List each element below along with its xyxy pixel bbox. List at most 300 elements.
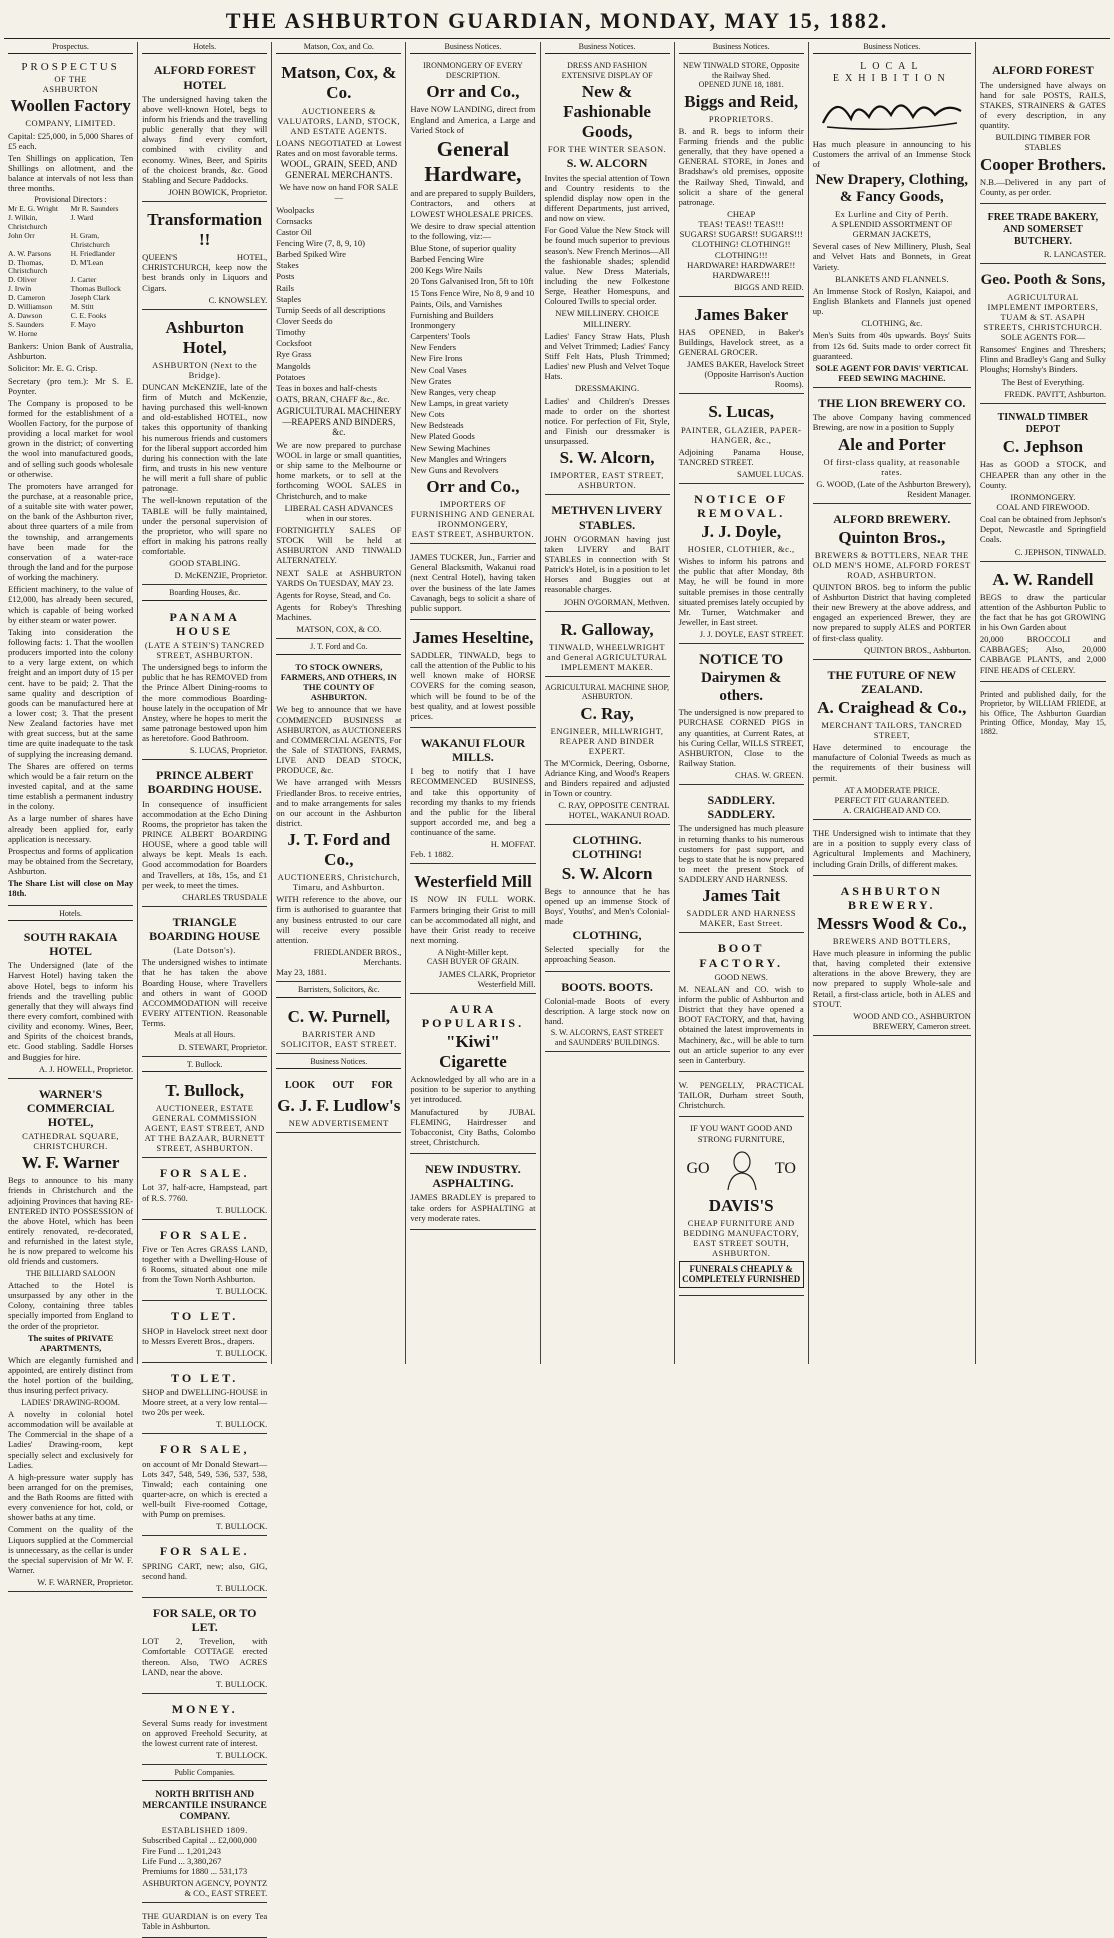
ad-text: HAS OPENED, in Baker's Buildings, Havelock street, as a GENERAL GROCER.	[678, 326, 804, 358]
ad-big-title: "Kiwi" Cigarette	[439, 1032, 507, 1072]
column-5	[541, 42, 675, 1364]
ad-name: W. F. Warner	[21, 1153, 120, 1173]
ad-name: Quinton Bros.,	[838, 527, 946, 547]
ad-signature: C. JEPHSON, TINWALD.	[1014, 546, 1106, 557]
ad-signature: T. BULLOCK.	[216, 1419, 268, 1430]
list-item: Potatoes	[276, 371, 306, 382]
ad-address: EAST STREET, ASHBURTON.	[411, 529, 535, 540]
ad-signature: W. F. WARNER, Proprietor.	[37, 1577, 134, 1588]
ad-title: FOR SALE.	[159, 1227, 250, 1242]
lookout-words	[276, 1080, 401, 1092]
masthead-title: THE ASHBURTON GUARDIAN, MONDAY, MAY 15, 1882.	[225, 8, 889, 33]
section-head: Hotels.	[8, 909, 133, 921]
ad-subtitle: (LATE A STEIN'S) TANCRED STREET, ASHBURTON.	[144, 640, 265, 661]
ad-title: AURA POPULARIS.	[421, 1001, 525, 1030]
hotel-ad	[8, 1082, 133, 1593]
ad-signature: S. W. ALCORN'S, EAST STREET and SAUNDERS' BUILDINGS.	[550, 1028, 664, 1047]
director: H. Gram, Christchurch	[70, 230, 110, 249]
ad-signature: T. BULLOCK.	[216, 1678, 268, 1689]
ad-text: NEXT SALE at ASHBURTON YARDS On TUESDAY, MAY 23.	[276, 567, 402, 588]
ad-text: WITH reference to the above, our firm is authorised to guarantee that any business entrusted to our care will receive every possible attention.	[276, 894, 402, 945]
ad-subtitle: PROPRIETORS.	[708, 113, 774, 124]
jephson-ad	[980, 407, 1106, 562]
ad-subhead: PERFECT FIT GUARANTEED.	[834, 794, 950, 805]
ad-text: We beg to announce that we have COMMENCED BUSINESS at ASHBURTON, as AUCTIONEERS and COMMERCIAL AGENTS, For the Sale of STATIONS, FARMS, LIVE AND DEAD STOCK, PRODUCE, &c.	[276, 704, 402, 776]
ad-text: JOHN O'GORMAN having just taken LIVERY and BAIT STABLES in connection with St Patrick's Hotel, is in a position to let Horses and Buggies out at reasonable charges.	[544, 533, 670, 595]
ad-subhead: AGRICULTURAL MACHINE SHOP, ASHBURTON.	[545, 682, 670, 702]
section-head: Barristers, Solicitors, &c.	[276, 985, 401, 997]
ad-text: Lot 37, half-acre, Hampstead, part of R.S. 7760.	[142, 1182, 268, 1203]
prospectus-para: As a large number of shares have already been applied for, early application is necessary.	[8, 813, 134, 844]
ad-text: Coal can be obtained from Jephson's Depot, Newcastle and Springfield Coals.	[979, 514, 1106, 545]
ad-subhead: GOOD STABLING.	[169, 558, 241, 569]
ad-subhead: CLOTHING, &c.	[861, 318, 923, 329]
column-head: Business Notices.	[679, 42, 804, 54]
ad-text: The well-known reputation of the TABLE will be fully maintained, under the personal supervision of the proprietor, who will spare no effort in making his patrons really comfortable.	[142, 495, 268, 557]
ad-text: Selected specially for the approaching Season.	[544, 944, 670, 965]
company-limited: COMPANY, LIMITED.	[25, 118, 116, 129]
ad-title: Biggs and Reid,	[684, 91, 799, 111]
sale-ad	[142, 1539, 267, 1597]
ad-subtitle: CHEAP FURNITURE AND BEDDING MANUFACTORY, EAST STREET SOUTH, ASHBURTON.	[683, 1217, 800, 1258]
ad-subtitle: ENGINEER, MILLWRIGHT, REAPER AND BINDER EXPERT.	[550, 725, 664, 756]
director: A. W. Parsons	[8, 248, 52, 258]
ad-text: Several Sums ready for investment on approved Freehold Security, at the lowest current rate of interest.	[142, 1717, 268, 1749]
ad-title: TO LET.	[171, 1370, 239, 1385]
sale-ad	[142, 1223, 267, 1302]
ad-title: METHVEN LIVERY STABLES.	[551, 503, 663, 532]
davis-ad	[679, 1120, 804, 1296]
ad-subhead: THE BILLIARD SALOON	[25, 1268, 116, 1278]
ad-text: The above Company having commenced Brewing, are now in a position to Supply	[812, 412, 971, 433]
ad-title: S. W. Alcorn,	[559, 448, 655, 468]
ad-text: QUINTON BROS. beg to inform the public of Ashburton District that having completed their new Brewery at the above address, and engaged an experienced Brewer, they are now prepared to supply ALES and PORTER of first-class quality.	[812, 581, 971, 643]
ad-subhead: We have now on hand FOR SALE—	[279, 182, 399, 203]
ad-title: ALFORD FOREST	[992, 63, 1094, 78]
ad-text: The undersigned has much pleasure in returning thanks to his numerous customers for past support, and begs to state that he is now prepared to meet the present Stock of SADDLERY AND HARNESS.	[678, 823, 804, 885]
signature-flourish-icon	[817, 89, 967, 133]
director: J. Ward	[70, 212, 94, 222]
ad-title: PANAMA HOUSE	[169, 609, 240, 638]
ad-title: BOOTS. BOOTS.	[561, 979, 653, 994]
boarding-ad	[142, 910, 267, 1057]
ford-ad	[276, 659, 401, 982]
boot-factory-ad	[679, 936, 804, 1072]
ad-subhead: IF YOU WANT GOOD AND STRONG FURNITURE,	[690, 1123, 793, 1144]
list-item: Staples	[276, 293, 302, 304]
ad-subhead: LIBERAL CASH ADVANCES when in our stores.	[284, 502, 393, 523]
list-item: Clover Seeds do	[276, 315, 333, 326]
saddlery-ad	[679, 788, 804, 933]
ad-title: Westerfield Mill	[414, 872, 532, 892]
ad-title: TRIANGLE BOARDING HOUSE	[149, 914, 261, 944]
list-item: Carpenters' Tools	[410, 331, 471, 342]
column-head: Prospectus.	[8, 42, 133, 54]
ad-text: Colonial-made Boots of every description. A large stock now on hand.	[544, 995, 670, 1026]
director: D. Cameron	[8, 293, 46, 303]
auctioneer-ad	[142, 1076, 267, 1158]
randell-ad	[980, 565, 1106, 682]
column-head: Hotels.	[142, 42, 267, 54]
section-head: J. T. Ford and Co.	[276, 642, 401, 654]
ad-signature: QUINTON BROS., Ashburton.	[864, 644, 971, 655]
ad-subtitle: AUCTIONEERS & VALUATORS, LAND, STOCK, AND ESTATE AGENTS.	[277, 105, 401, 136]
ad-text: QUEEN'S HOTEL, CHRISTCHURCH, keep now the best brands only in Liquors and Cigars.	[142, 252, 268, 293]
ad-signature: T. BULLOCK.	[216, 1521, 268, 1532]
ad-signature: S. LUCAS, Proprietor.	[190, 745, 268, 756]
list-item: Posts	[276, 271, 295, 282]
list-item: Woolpacks	[276, 204, 315, 215]
ad-subtitle: SADDLER AND HARNESS MAKER, East Street.	[686, 908, 796, 929]
prospectus-para: The Company is proposed to be formed for the establishment of a Woollen Factory, for the purpose of providing a local market for wool grown in the district; of converting the wool into manufactured goods, and of selling such goods wholesale or otherwise.	[8, 397, 134, 479]
list-item: Mangolds	[276, 360, 311, 371]
ad-subhead: A SPLENDID ASSORTMENT OF GERMAN JACKETS,	[831, 218, 953, 240]
ad-title: James Baker	[694, 304, 789, 324]
ad-title: WARNER'S COMMERCIAL HOTEL,	[26, 1086, 115, 1130]
ad-name: S. W. Alcorn	[561, 863, 653, 883]
ad-signature: T. BULLOCK.	[216, 1347, 268, 1358]
director: A. Dawson	[8, 311, 43, 321]
insurance-ad	[142, 1785, 267, 1903]
ad-text: Begs to announce to his many friends in Christchurch and the adjoining Provinces that having RE-ENTERED INTO POSSESSION of the above Hotel, which has been entirely renovated, re-decorated, and refurnished in the latest style, he is now prepared to welcome his old friends and customers.	[8, 1175, 134, 1267]
ad-line: Life Fund ... 3,380,267	[142, 1855, 222, 1866]
ad-text: N.B.—Delivered in any part of County, as per order.	[979, 176, 1106, 197]
ad-text: Have determined to encourage the manufacture of Colonial Tweeds as much as the requirements of their business will permit.	[812, 742, 971, 783]
list-item: New Mangles and Wringers	[410, 453, 507, 464]
director: M. Stitt	[70, 302, 94, 312]
column-3	[272, 42, 406, 1364]
go-word: GO	[686, 1160, 710, 1178]
clothing-ad	[545, 828, 670, 971]
list-item: Teas in boxes and half-chests	[276, 382, 377, 393]
ad-text: JAMES BRADLEY is prepared to take orders for ASPHALTING at very moderate rates.	[410, 1192, 536, 1223]
ad-title: FREE TRADE BAKERY, AND SOMERSET BUTCHERY.	[987, 211, 1099, 247]
ad-subhead: DRESS AND FASHION EXTENSIVE DISPLAY OF	[561, 61, 653, 80]
ad-text: Ladies' and Children's Dresses made to order on the shortest notice. For perfection of Fit, Style, and Finish our dressmaker is unsurpassed.	[544, 395, 670, 447]
ad-subhead: Meals at all Hours.	[174, 1030, 236, 1040]
list-item: Barbed Spiked Wire	[276, 249, 346, 260]
list-item: 200 Kegs Wire Nails	[410, 265, 483, 276]
director: D. Williamson	[8, 302, 53, 312]
guardian-note	[142, 1906, 267, 1938]
director: H. Friedlander	[70, 248, 115, 258]
stock-list	[410, 243, 535, 475]
ad-title: NOTICE OF REMOVAL.	[694, 491, 789, 520]
prospectus-para: Prospectus and forms of application may be obtained from the Secretary, Ashburton.	[8, 845, 134, 877]
ad-subtitle: ASHBURTON (Next to the Bridge).	[152, 359, 258, 380]
ad-text: The undersigned wishes to intimate that he has taken the above Boarding House, where Travellers and others in want of GOOD ACCOMMODATION will receive EVERY ATTENTION. Reasonable Terms.	[142, 957, 268, 1029]
ad-text: In consequence of insufficient accommodation at the Echo Dining Rooms, the proprietor has taken the PRINCE ALBERT BOARDING HOUSE, where a good table will always be kept. Meals 1s each. Good accommodation for Boarders and Travellers, at 18s, 15s, and £1 per week, to meet the times.	[142, 798, 268, 890]
ad-signature: C. RAY, OPPOSITE CENTRAL HOTEL, WAKANUI ROAD.	[558, 800, 670, 821]
ad-subhead: SOLE AGENT FOR DAVIS' VERTICAL FEED SEWING MACHINE.	[815, 362, 969, 383]
list-item: New Plated Goods	[410, 431, 475, 442]
purnell-ad	[276, 1002, 401, 1054]
list-item: Cornsacks	[276, 215, 313, 226]
list-item: Fencing Wire (7, 8, 9, 10)	[276, 237, 366, 248]
ad-subhead: HARDWARE! HARDWARE!! HARDWARE!!!	[687, 259, 796, 280]
ad-text: Begs to announce that he has opened up an immense Stock of Boys', Youths', and Men's Colonial-made	[544, 885, 670, 926]
ad-subtitle: HOSIER, CLOTHIER, &c.,	[687, 544, 795, 555]
ad-title: BOOT FACTORY.	[699, 941, 784, 970]
ad-text: Agents for Royse, Stead, and Co.	[276, 589, 391, 600]
ad-subtitle: NEW ADVERTISEMENT	[288, 1117, 389, 1128]
ad-signature: CHARLES TRUSDALE	[182, 891, 268, 902]
ad-big-title: General Hardware,	[424, 136, 522, 186]
ad-big-title: Ale and Porter	[837, 434, 946, 454]
ad-subtitle: IMPORTERS OF FURNISHING AND GENERAL IRONMONGERY,	[410, 499, 536, 530]
ad-title: R. Galloway,	[560, 619, 654, 639]
director: Mr R. Saunders	[70, 203, 119, 213]
prospectus-para: Taking into consideration the following facts: 1. That the woollen producers imported into the colony to a very large extent, on which freight and an import duty of 15 per cent. have to be paid; 2. That the same quality and description of goods can be manufactured here at a lower cost; 3. That the present New Zealand factories have met with great success, but at the same time are quite inadequate to the task of supplying the increasing demand.	[8, 626, 134, 759]
ad-title: C. W. Purnell,	[287, 1006, 391, 1026]
hotel-ad	[142, 205, 267, 310]
sale-ad	[142, 1437, 267, 1536]
column-head: Business Notices.	[545, 42, 670, 54]
company-name: Woollen Factory	[10, 96, 131, 116]
ad-subhead: GOOD NEWS.	[714, 971, 768, 982]
column-4	[406, 42, 540, 1364]
ad-subhead: COAL AND FIREWOOD.	[996, 501, 1090, 512]
to-word: TO	[774, 1160, 796, 1178]
list-item: New Fire Irons	[410, 353, 463, 364]
ad-subhead: AGRICULTURAL MACHINERY—REAPERS AND BINDERS, &c.	[276, 406, 402, 438]
list-item: New Coal Vases	[410, 364, 467, 375]
column-8	[976, 42, 1110, 1364]
ad-subhead: NEW TINWALD STORE, Opposite the Railway Shed.	[682, 61, 800, 80]
ad-subhead: IRONMONGERY.	[1010, 491, 1076, 502]
baker-ad	[679, 300, 804, 395]
prospectus-para: The promoters have arranged for the purchase, at a reasonable price, of a suitable site with water power, on the bank of the Ashburton river, about three quarters of a mile from the township, and arrangements have been made for the conservation of a water-race through the land and for the purpose of working the machinery.	[8, 480, 134, 583]
lucas-ad	[679, 397, 804, 483]
director: Thomas Bullock	[70, 284, 121, 294]
list-item: New Ranges, very cheap	[410, 386, 496, 397]
andrew-orr-signature-logo	[813, 89, 971, 135]
list-item: New Guns and Revolvers	[410, 464, 499, 475]
ad-text: Acknowledged by all who are in a position to be superior to anything yet introduced.	[410, 1074, 536, 1105]
industry-ad	[410, 1157, 535, 1230]
ad-text: An Immense Stock of Roslyn, Kaiapoi, and English Blankets and Flannels just opened up.	[812, 285, 971, 317]
bakery-ad	[980, 207, 1106, 264]
list-item: New Cots	[410, 409, 445, 420]
stock-list	[276, 205, 401, 405]
hotel-ad	[142, 58, 267, 202]
lookout-word: OUT	[332, 1080, 355, 1092]
ad-title: NOTICE TO Dairymen & others.	[699, 652, 784, 704]
ad-name: J. J. Doyle,	[701, 522, 782, 542]
alcorn-ad	[545, 58, 670, 495]
ad-text: Have NOW LANDING, direct from England and America, a Large and Varied Stock of	[410, 104, 536, 135]
ad-text: A high-pressure water supply has been arranged for on the premises, and the Bath Rooms are fitted with every convenience for hot, cold, or shower baths at any time.	[8, 1471, 134, 1523]
ad-name: Cooper Brothers.	[979, 154, 1106, 174]
section-head: Public Companies.	[142, 1768, 267, 1780]
ad-text: THE Undersigned wish to intimate that they are in a position to supply every class of Agricultural Implements and Machinery, including Grain Drills, of different makes.	[812, 828, 971, 869]
director: S. Saunders	[8, 320, 44, 330]
ad-text: Have much pleasure in informing the public that, having completed their extensive alterations in the above Brewery, they are now prepared to supply Whole-sale and Retail, a first-class article, both in ALES and STOUT.	[812, 948, 971, 1009]
ad-title: NORTH BRITISH AND MERCANTILE INSURANCE COMPANY.	[142, 1789, 267, 1823]
ad-text: LOT 2, Trevelion, with Comfortable COTTAGE erected thereon. Also, TWO ACRES LAND, near the above.	[142, 1636, 268, 1677]
ad-text: Invites the special attention of Town and Country residents to the splendid display now open in the different Departments, just arrived, and now on view.	[544, 172, 670, 224]
ad-text: SHOP and DWELLING-HOUSE in Moore street, at a very low rental—two 20s per week.	[142, 1387, 268, 1418]
list-item: New Bedsteads	[410, 420, 464, 431]
prospectus-title: PROSPECTUS	[21, 61, 120, 74]
directors-head: Provisional Directors :	[34, 195, 107, 205]
ad-subhead: IRONMONGERY OF EVERY DESCRIPTION.	[423, 61, 523, 80]
ad-signature: ASHBURTON AGENCY, POYNTZ & CO., EAST STREET.	[142, 1878, 268, 1899]
ad-signature: G. WOOD, (Late of the Ashburton Brewery), Resident Manager.	[816, 478, 971, 499]
ad-subhead: CLOTHING! CLOTHING!! CLOTHING!!!	[691, 239, 791, 260]
ad-signature: R. LANCASTER.	[1043, 249, 1106, 260]
ad-text: Manufactured by JUBAL FLEMING, Hairdresser and Tobacconist, City Baths, Colombo street, Christchurch.	[410, 1106, 536, 1148]
ad-signature: FREDK. PAVITT, Ashburton.	[1004, 388, 1106, 399]
ad-signature: JOHN BOWICK, Proprietor.	[168, 187, 268, 198]
orr-drapery-ad	[813, 58, 971, 388]
tucker-ad	[410, 547, 535, 620]
ad-subtitle: AUCTIONEER, ESTATE GENERAL COMMISSION AGENT, EAST STREET, AND AT THE BAZAAR, BURNETT STREET, ASHBURTON.	[144, 1103, 265, 1154]
ad-text: The M'Cormick, Deering, Osborne, Adriance King, and Wood's Reapers and Binders repaired and adjusted in Town or country.	[544, 757, 670, 799]
ad-text: Comment on the quality of the Liquors supplied at the Commercial is unnecessary, as the cellar is under the special supervision of Mr W. F. Warner.	[8, 1524, 134, 1576]
list-item: New Sewing Machines	[410, 442, 491, 453]
ad-text: Agents for Robey's Threshing Machines.	[276, 602, 402, 623]
director: F. Mayo	[70, 320, 96, 330]
ad-signature: JAMES CLARK, Proprietor Westerfield Mill.	[438, 968, 536, 989]
masthead	[0, 4, 1114, 38]
ad-title: FOR SALE,	[159, 1442, 250, 1457]
printer-imprint	[980, 685, 1106, 743]
ad-title: C. Ray,	[580, 703, 634, 723]
ad-text: Has much pleasure in announcing to his Customers the arrival of an Immense Stock of	[812, 139, 971, 170]
director: Joseph Clark	[70, 293, 111, 303]
ad-text: Which are elegantly furnished and appointed, are entirely distinct from the hotel portion of the building, thus insuring perfect privacy.	[8, 1354, 134, 1396]
ad-signature: T. BULLOCK.	[216, 1204, 268, 1215]
ad-text: We are now prepared to purchase WOOL in large or small quantities, or ship same to the Melbourne or home markets, or to sell at the forthcoming WOOL SALES in Christchurch, and to make	[276, 439, 402, 501]
ad-title: FOR SALE.	[159, 1166, 250, 1181]
ad-text: Five or Ten Acres GRASS LAND, together with a Dwelling-House of 6 Rooms, situated about one mile from the Town North Ashburton.	[142, 1243, 268, 1285]
ad-signature: BIGGS AND REID.	[734, 281, 804, 292]
column-1	[4, 42, 138, 1588]
ad-subhead: LADIES' DRAWING-ROOM.	[21, 1397, 120, 1407]
ad-subhead: CLOTHING,	[572, 928, 642, 943]
exhibition-title: LOCAL EXHIBITION	[832, 61, 951, 85]
ad-text: We have arranged with Messrs Friedlander Bros. to receive entries, and to make arrangements for sales on our account in the Ashburton district.	[276, 777, 402, 828]
secretary: Secretary (pro tem.): Mr S. E. Poynter.	[8, 375, 134, 396]
wood-brewery-ad	[813, 879, 971, 1036]
ad-signature: T. BULLOCK.	[216, 1750, 268, 1761]
ad-signature: D. McKENZIE, Proprietor.	[174, 570, 268, 581]
director: J. Irwin	[8, 284, 32, 294]
ad-subhead: OPENED JUNE 18, 1881.	[698, 80, 784, 90]
sale-ad	[142, 1161, 267, 1219]
ad-title: NEW INDUSTRY. ASPHALTING.	[425, 1162, 521, 1191]
hotel-ad	[142, 313, 267, 586]
ad-name: A. Craighead & Co.,	[817, 698, 967, 718]
ad-name: Geo. Pooth & Sons,	[980, 272, 1106, 289]
ad-text: IS NOW IN FULL WORK. Farmers bringing their Grist to mill can be accommodated all night, and have their Grist ready to receive next morning.	[410, 894, 536, 946]
director: Mr E. G. Wright	[8, 203, 58, 213]
ad-text: A novelty in colonial hotel accommodation will be available at The Commercial in the shape of a Ladies' Drawing-room, kept specially select and exclusively for Ladies.	[8, 1408, 134, 1470]
ad-text: and are prepared to supply Builders, Contractors, and others at LOWEST WHOLESALE PRICES.	[410, 188, 536, 219]
ad-subhead: SUGARS! SUGARS!! SUGARS!!!	[679, 229, 803, 240]
ad-subhead: CHEAP	[727, 208, 756, 219]
money-ad	[142, 1697, 267, 1766]
ad-text: The Undersigned (late of the Harvest Hotel) having taken the above Hotel, begs to inform his friends and the travelling public generally that they will always find there every comfort, combined with civility and economy. Wines, Beer, and Spirits of the choicest brands, etc. Good stabling. Saddle Horses and Buggies for hire.	[8, 960, 134, 1062]
section-head: Boarding Houses, &c.	[142, 588, 267, 600]
director: D. Thomas, Christchurch	[8, 257, 48, 276]
share-terms: Ten Shillings on application, Ten Shillings on allotment, and the balance at intervals of not less than three months.	[8, 152, 134, 194]
list-item: Cocksfoot	[276, 338, 312, 349]
ad-title: James Heseltine,	[412, 627, 534, 647]
list-item: Rails	[276, 282, 294, 293]
list-item: Stakes	[276, 260, 299, 271]
company-town: ASHBURTON	[42, 84, 99, 95]
ad-text: We desire to draw special attention to the following, viz:—	[410, 220, 536, 241]
ad-title: TO LET.	[171, 1309, 239, 1324]
funerals-box: FUNERALS CHEAPLY & COMPLETELY FURNISHED	[679, 1261, 804, 1288]
ad-text: SPRING CART, new; also, GIG, second hand.	[142, 1560, 268, 1581]
ad-signature: JOHN O'GORMAN, Methven.	[563, 596, 670, 607]
ad-date: Feb. 1 1882.	[410, 849, 454, 860]
lion-brewery-ad	[813, 391, 971, 504]
pooth-ad	[980, 267, 1106, 403]
ad-signature: H. MOFFAT.	[490, 839, 536, 850]
lookout-word: LOOK	[284, 1080, 315, 1092]
ad-big-title: New Drapery, Clothing, & Fancy Goods,	[815, 171, 969, 206]
ad-text: W. PENGELLY, PRACTICAL TAILOR, Durham street South, Christchurch.	[678, 1079, 804, 1111]
ad-title: Transformation !!	[147, 210, 263, 250]
column-6	[675, 42, 809, 1364]
ad-signature: CHAS. W. GREEN.	[735, 770, 804, 781]
ad-title: T. Bullock,	[165, 1081, 244, 1101]
ad-text: 20,000 BROCCOLI and CABBAGES; Also, 20,000 CABBAGE PLANTS, and 2,000 FINE HEADS of CELERY.	[979, 634, 1106, 675]
ad-subtitle: BREWERS AND BOTTLERS,	[832, 936, 951, 947]
ad-text: For Good Value the New Stock will be found much superior to previous season's. New French Merinos—All the fashionable shades; splendid value. New Dress Materials, including the new Folkestone Serge, Heather Homespuns, and Coloured Twills to special order.	[544, 225, 670, 307]
ad-name: S. W. ALCORN	[566, 156, 648, 171]
orr-ad	[410, 58, 535, 544]
ad-subhead: DRESSMAKING.	[574, 383, 640, 394]
ad-text: JAMES TUCKER, Jun., Farrier and General Blacksmith, Wakanui road (next Central Hotel), having taken over the business of the late James Cavanagh, begs to solicit a share of public support.	[410, 552, 536, 613]
ad-text: Several cases of New Millinery, Plush, Seal and Velvet Hats and Bonnets, in Great Variety.	[812, 241, 971, 272]
prospectus-ad	[8, 58, 133, 905]
ad-text: FORTNIGHTLY SALES OF STOCK Will be held at ASHBURTON AND TINWALD ALTERNATELY.	[276, 525, 402, 566]
matson-ad	[276, 58, 401, 639]
ad-text: B. and R. begs to inform their Farming friends and the public generally, that they have opened a GENERAL STORE, in Jones and Bradshaw's old premises, opposite the Railway Shed, Tinwald, and solicit a share of the general patronage.	[678, 125, 804, 207]
ad-subhead: The Best of Everything.	[1001, 376, 1085, 387]
ad-text: Wishes to inform his patrons and the public that after Monday, 8th May, he will be found in more suitable premises in those centrally situated premises lately occupied by Mr. Turner, Watchmaker and Jeweller, in East street.	[678, 556, 804, 628]
ad-title: CLOTHING. CLOTHING!	[572, 833, 643, 862]
ad-name: Messrs Wood & Co.,	[817, 914, 967, 933]
list-item: 15 Tons Fence Wire, No 8, 9 and 10	[410, 287, 535, 298]
ad-title: PRINCE ALBERT BOARDING HOUSE.	[147, 768, 262, 797]
heseltine-ad	[410, 623, 535, 728]
ad-title: Orr and Co.,	[426, 82, 520, 102]
prospectus-para: Efficient machinery, to the value of £12,000, has already been secured, which is capable of being worked by either steam or water power.	[8, 584, 134, 625]
ad-subtitle: BREWERS & BOTTLERS, NEAR THE OLD MEN'S HOME, ALFORD FOREST ROAD, ASHBURTON.	[812, 549, 971, 580]
list-item: Furnishing and Builders Ironmongery	[410, 309, 494, 330]
director: W. Horne	[8, 329, 38, 339]
ad-signature: A. J. HOWELL, Proprietor.	[38, 1063, 134, 1074]
ray-ad	[545, 680, 670, 826]
capital: Capital: £25,000, in 5,000 Shares of £5 each.	[8, 130, 134, 151]
ad-subtitle: ESTABLISHED 1809.	[161, 1825, 248, 1836]
ad-title: ALFORD BREWERY.	[833, 511, 951, 526]
ad-text: Printed and published daily, for the Proprietor, by WILLIAM FRIEDE, at his Office, The Ashburton Guardian Printing Office, Monday, May 15, 1882.	[979, 689, 1106, 737]
columns	[4, 42, 1110, 1932]
column-head: Business Notices.	[813, 42, 971, 54]
ad-title: New & Fashionable Goods,	[563, 82, 651, 142]
ad-subhead: SOLE AGENTS FOR—	[1000, 332, 1086, 343]
pengelly-ad	[679, 1075, 804, 1117]
kiwi-ad	[410, 997, 535, 1154]
ad-title: ALFORD FOREST HOTEL	[153, 63, 256, 92]
